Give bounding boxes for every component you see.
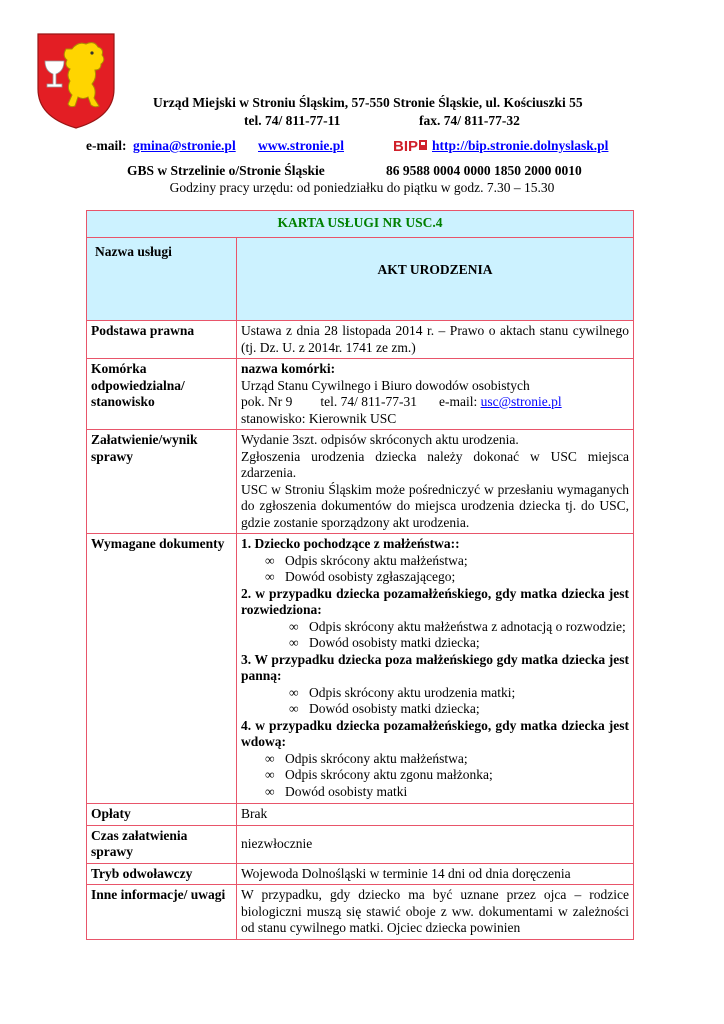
infinity-bullet-icon: ∞ xyxy=(289,618,299,634)
infinity-bullet-icon: ∞ xyxy=(265,552,275,568)
unit-email-link[interactable]: usc@stronie.pl xyxy=(480,394,562,409)
result-line-3: USC w Stroniu Śląskim może pośredniczyć w przesłaniu wymaganych do zgłoszenia dokumentów do miejsca urodzenia dziecka tj. do USC, gdzie zostanie sporządzony akt urodzenia. xyxy=(241,481,629,530)
infinity-bullet-icon: ∞ xyxy=(265,767,275,782)
result-line-2: Zgłoszenia urodzenia dziecka należy dokonać w USC miejsca zdarzenia. xyxy=(241,448,629,480)
appeal-value: Wojewoda Dolnośląski w terminie 14 dni od dnia doręczenia xyxy=(237,863,634,885)
bip-link[interactable]: http://bip.stronie.dolnyslask.pl xyxy=(432,138,609,153)
infinity-bullet-icon: ∞ xyxy=(265,783,275,799)
legal-basis-label: Podstawa prawna xyxy=(87,321,237,359)
list-item: ∞ Dowód osobisty matki xyxy=(265,783,408,799)
website-link[interactable]: www.stronie.pl xyxy=(258,138,345,153)
docs-section-1-heading: 1. Dziecko pochodzące z małżeństwa:: xyxy=(241,536,460,551)
fees-value: Brak xyxy=(237,804,634,826)
service-name-row xyxy=(87,238,634,321)
time-row xyxy=(87,825,634,863)
legal-basis-text: Ustawa z dnia 28 listopada 2014 r. – Prawo o aktach stanu cywilnego (tj. Dz. U. z 2014r. 1741 ze zm.) xyxy=(237,321,634,359)
infinity-bullet-icon: ∞ xyxy=(289,701,299,716)
office-address: Urząd Miejski w Stroniu Śląskim, 57-550 Stronie Śląskie, ul. Kościuszki 55 xyxy=(153,95,583,110)
coat-of-arms-logo xyxy=(34,31,118,130)
office-hours: Godziny pracy urzędu: od poniedziałku do piątku w godz. 7.30 – 15.30 xyxy=(169,180,555,195)
list-item: ∞ Odpis skrócony aktu małżeństwa; xyxy=(265,552,468,568)
unit-position: stanowisko: Kierownik USC xyxy=(241,410,397,426)
list-item: ∞ Dowód osobisty matki dziecka; xyxy=(289,635,480,650)
other-info-label: Inne informacje/ uwagi xyxy=(87,885,237,940)
infinity-bullet-icon: ∞ xyxy=(265,750,275,766)
unit-name: Urząd Stanu Cywilnego i Biuro dowodów osobistych xyxy=(241,377,530,393)
fees-label: Opłaty xyxy=(87,804,237,826)
unit-row xyxy=(87,359,634,430)
docs-section-3-heading: 3. W przypadku dziecka poza małżeńskiego gdy matka dziecka jest panną: xyxy=(241,651,629,683)
result-row xyxy=(87,430,634,534)
unit-room: pok. Nr 9 xyxy=(241,394,293,409)
result-line-1: Wydanie 3szt. odpisów skróconych aktu urodzenia. xyxy=(241,432,519,447)
list-item: ∞ Odpis skrócony aktu urodzenia matki; xyxy=(289,684,516,700)
result-label: Załatwienie/wynik sprawy xyxy=(87,430,237,534)
list-item: ∞ Dowód osobisty zgłaszającego; xyxy=(265,569,456,584)
bank-account: 86 9588 0004 0000 1850 2000 0010 xyxy=(386,163,582,178)
unit-email-label: e-mail: xyxy=(438,394,478,409)
fees-row xyxy=(87,804,634,826)
bank-name: GBS w Strzelinie o/Stronie Śląskie xyxy=(127,163,325,178)
time-label: Czas załatwienia sprawy xyxy=(87,825,237,863)
list-item: ∞ Odpis skrócony aktu małżeństwa; xyxy=(265,750,468,766)
appeal-row xyxy=(87,863,634,885)
infinity-bullet-icon: ∞ xyxy=(289,635,299,650)
list-item: ∞ Odpis skrócony aktu zgonu małżonka; xyxy=(265,767,493,782)
email-label: e-mail: xyxy=(86,138,127,153)
bip-logo xyxy=(392,136,428,154)
email-link[interactable]: gmina@stronie.pl xyxy=(133,138,236,153)
docs-section-2-heading: 2. w przypadku dziecka pozamałżeńskiego, gdy matka dziecka jest rozwiedziona: xyxy=(241,585,629,617)
service-card-table xyxy=(86,210,634,940)
other-info-text: W przypadku, gdy dziecko ma być uznane przez ojca – rodzice biologiczni muszą się stawić oboje z ww. dokumentami w zależności od stanu cywilnego matki. Ojciec dziecka powinien xyxy=(237,885,634,940)
appeal-label: Tryb odwoławczy xyxy=(87,863,237,885)
list-item: ∞ Dowód osobisty matki dziecka; xyxy=(289,701,480,716)
infinity-bullet-icon: ∞ xyxy=(265,569,275,584)
infinity-bullet-icon: ∞ xyxy=(289,684,299,700)
list-item: ∞ Odpis skrócony aktu małżeństwa z adnotacją o rozwodzie; xyxy=(289,618,626,634)
docs-section-4-heading: 4. w przypadku dziecka pozamałżeńskiego, gdy matka dziecka jest wdową: xyxy=(241,717,629,749)
unit-name-label: nazwa komórki: xyxy=(241,361,336,376)
card-title: KARTA USŁUGI NR USC.4 xyxy=(87,211,634,238)
documents-row xyxy=(87,534,634,804)
documents-label: Wymagane dokumenty xyxy=(87,534,237,804)
unit-tel: tel. 74/ 811-77-31 xyxy=(320,394,417,409)
bip-logo-text: BIP xyxy=(393,138,419,154)
office-phone: tel. 74/ 811-77-11 xyxy=(244,113,341,128)
legal-basis-row xyxy=(87,321,634,359)
unit-contact xyxy=(241,394,629,411)
unit-label: Komórka odpowiedzialna/ stanowisko xyxy=(87,359,237,430)
service-label: Nazwa usługi xyxy=(87,238,237,321)
service-name: AKT URODZENIA xyxy=(237,238,634,321)
time-value: niezwłocznie xyxy=(237,825,634,863)
office-fax: fax. 74/ 811-77-32 xyxy=(419,113,520,128)
other-info-row xyxy=(87,885,634,940)
